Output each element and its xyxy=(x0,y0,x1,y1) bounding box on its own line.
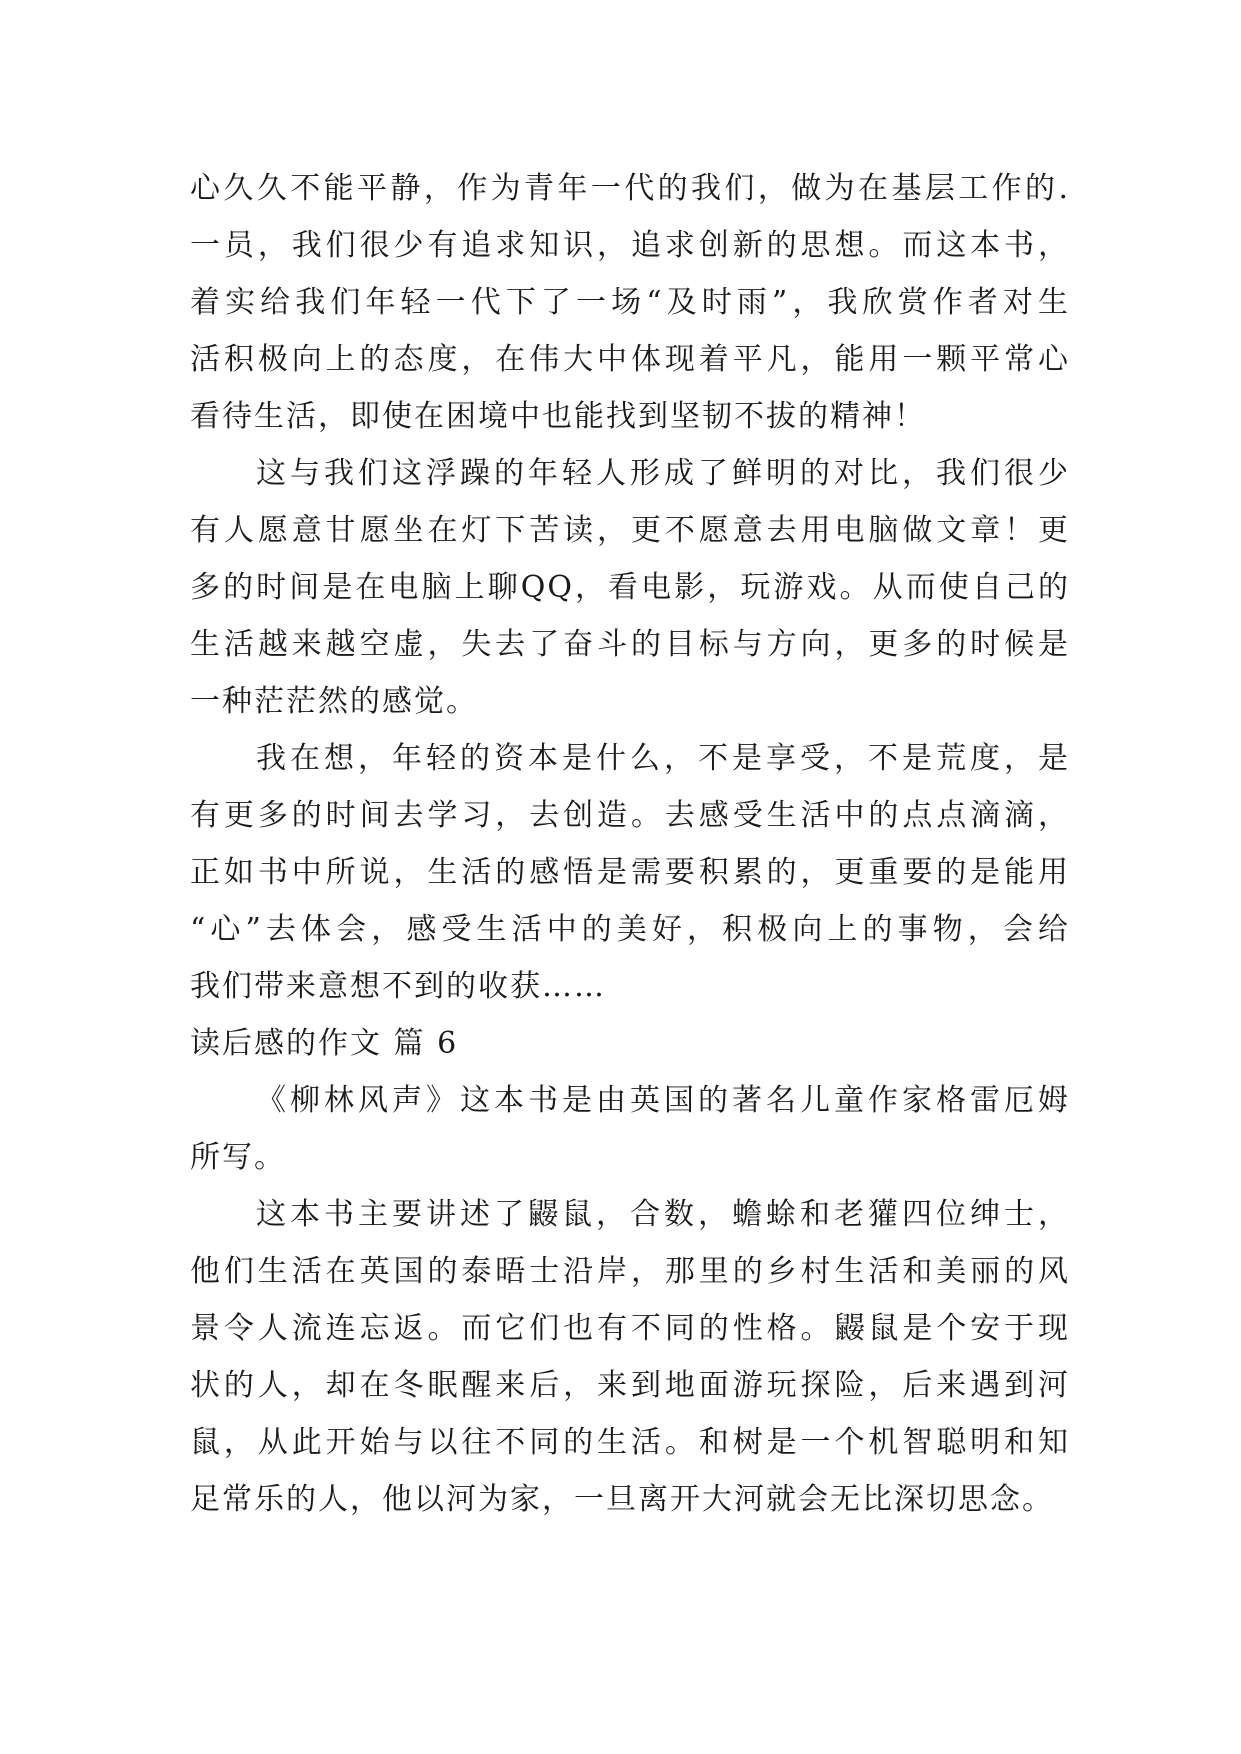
text-line: 生活越来越空虚，失去了奋斗的目标与方向，更多的时候是 xyxy=(190,627,1070,662)
text-line: 鼠，从此开始与以往不同的生活。和树是一个机智聪明和知 xyxy=(190,1425,1070,1460)
text-line: 心久久不能平静，作为青年一代的我们，做为在基层工作的. xyxy=(190,171,1070,206)
paragraph xyxy=(190,1072,1070,1186)
text-line: 一员，我们很少有追求知识，追求创新的思想。而这本书， xyxy=(190,228,1070,263)
paragraph xyxy=(190,445,1070,730)
text-line: 正如书中所说，生活的感悟是需要积累的，更重要的是能用 xyxy=(190,855,1070,890)
text-line: 这与我们这浮躁的年轻人形成了鲜明的对比，我们很少 xyxy=(256,456,1070,491)
paragraph xyxy=(190,1186,1070,1528)
text-line: 景令人流连忘返。而它们也有不同的性格。鼹鼠是个安于现 xyxy=(190,1311,1070,1346)
text-line: 着实给我们年轻一代下了一场“及时雨”，我欣赏作者对生 xyxy=(190,285,1070,320)
paragraph xyxy=(190,730,1070,1015)
text-line: 有人愿意甘愿坐在灯下苦读，更不愿意去用电脑做文章！更 xyxy=(190,513,1070,548)
text-line: 多的时间是在电脑上聊QQ，看电影，玩游戏。从而使自己的 xyxy=(190,570,1070,605)
text-line: 状的人，却在冬眠醒来后，来到地面游玩探险，后来遇到河 xyxy=(190,1368,1070,1403)
document-body xyxy=(190,160,1070,1528)
text-line: 活积极向上的态度，在伟大中体现着平凡，能用一颗平常心 xyxy=(190,342,1070,377)
text-line: 所写。 xyxy=(190,1140,286,1175)
text-line: 这本书主要讲述了鼹鼠，合数，蟾蜍和老獾四位绅士， xyxy=(256,1197,1070,1232)
text-line: 有更多的时间去学习，去创造。去感受生活中的点点滴滴， xyxy=(190,798,1070,833)
text-line: 我们带来意想不到的收获…… xyxy=(190,969,606,1004)
text-line: 《柳林风声》这本书是由英国的著名儿童作家格雷厄姆 xyxy=(256,1083,1070,1118)
text-line: “心”去体会，感受生活中的美好，积极向上的事物，会给 xyxy=(190,912,1070,947)
text-line: 看待生活，即使在困境中也能找到坚韧不拔的精神！ xyxy=(190,399,926,434)
paragraph xyxy=(190,160,1070,445)
section-heading: 读后感的作文 篇 6 xyxy=(190,1026,459,1061)
text-line: 足常乐的人，他以河为家，一旦离开大河就会无比深切思念。 xyxy=(190,1482,1054,1517)
text-line: 一种茫茫然的感觉。 xyxy=(190,684,478,719)
text-line: 我在想，年轻的资本是什么，不是享受，不是荒度，是 xyxy=(256,741,1070,776)
text-line: 他们生活在英国的泰晤士沿岸，那里的乡村生活和美丽的风 xyxy=(190,1254,1070,1289)
